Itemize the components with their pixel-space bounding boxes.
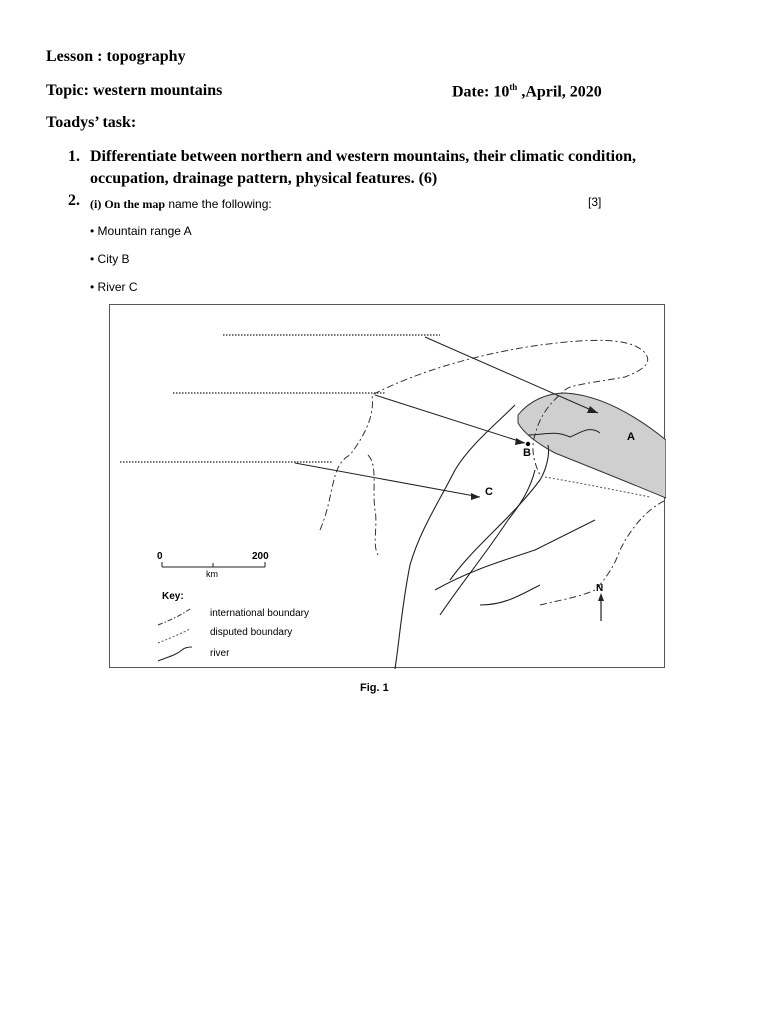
label-a: A (627, 431, 635, 443)
arrow-c (295, 463, 480, 497)
arrowhead-c (471, 493, 480, 500)
scale-start-label: 0 (157, 551, 163, 562)
date-prefix: Date: 10 (452, 83, 510, 101)
arrow-b (375, 395, 525, 443)
north-label: N (596, 583, 604, 594)
topic-line: Topic: western mountains (46, 82, 223, 99)
scale-end-label: 200 (252, 551, 269, 562)
question-1-number: 1. (68, 148, 80, 165)
question-2-part: (i) On the map (90, 197, 165, 211)
key-international-symbol (158, 609, 190, 625)
label-c: C (485, 486, 493, 498)
date-suffix: ,April, 2020 (517, 83, 602, 101)
scale-unit-label: km (206, 569, 218, 579)
arrowhead-b (515, 438, 525, 445)
question-1-line-2: occupation, drainage pattern, physical features. (6) (90, 170, 438, 187)
river-line (435, 520, 595, 590)
key-title: Key: (162, 591, 184, 602)
list-item: • River C (90, 280, 138, 294)
lesson-line: Lesson : topography (46, 48, 186, 65)
figure-caption: Fig. 1 (360, 682, 389, 694)
question-2-number: 2. (68, 192, 80, 209)
question-1-line-1: Differentiate between northern and western mountains, their climatic condition, (90, 148, 637, 165)
key-river-label: river (210, 648, 230, 659)
date-superscript: th (509, 82, 518, 92)
question-2-marks: [3] (588, 195, 602, 209)
label-b: B (523, 447, 531, 459)
key-disputed-symbol (158, 629, 190, 643)
river-line (480, 585, 540, 605)
question-2-instruction: name the following: (165, 197, 272, 211)
map-figure (109, 304, 665, 668)
task-heading: Toadys’ task: (46, 114, 137, 131)
date-line (452, 82, 602, 101)
list-item: • Mountain range A (90, 224, 192, 238)
river-line (450, 445, 549, 580)
key-international-label: international boundary (210, 608, 309, 619)
map-drawing (110, 305, 666, 669)
city-b-marker (526, 442, 530, 446)
north-arrowhead (598, 593, 604, 601)
question-2-line (90, 195, 272, 213)
list-item: • City B (90, 252, 130, 266)
key-disputed-label: disputed boundary (210, 627, 293, 638)
key-river-symbol (158, 647, 192, 661)
arrow-a (425, 337, 598, 413)
international-boundary-line (368, 455, 378, 555)
